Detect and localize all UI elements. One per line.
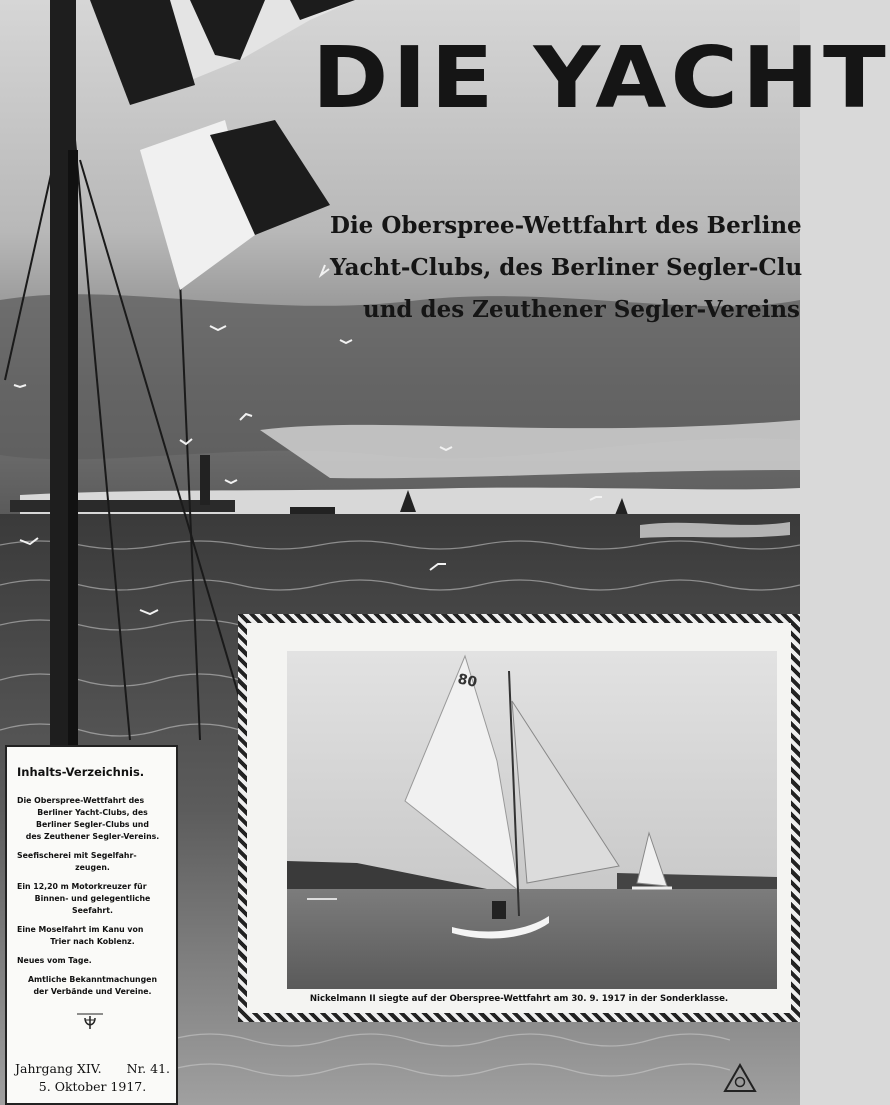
toc-item[interactable] [17,881,168,917]
toc-heading: Inhalts-Verzeichnis. [17,765,145,779]
volume-number: Jahrgang XIV. [15,1061,102,1076]
headline-line: Die Oberspree-Wettfahrt des Berline [330,212,802,239]
issue-info [15,1060,170,1096]
sail-number: 80 [456,671,479,691]
toc-item-line: der Verbände und Vereine. [33,987,152,996]
lake-water [287,889,777,989]
steamer [290,507,335,514]
toc-item-line: Berliner Segler-Clubs und [36,820,149,829]
photo-mat [247,623,791,1013]
crew [492,901,506,919]
toc-item[interactable] [17,850,168,874]
toc-item[interactable] [17,955,168,967]
headline-line: und des Zeuthener Segler-Vereins [362,296,800,323]
toc-item[interactable] [17,924,168,948]
toc-item-line: Berliner Yacht-Clubs, des [37,808,148,817]
photo-caption: Nickelmann II siegte auf der Oberspree-Wettfahrt am 30. 9. 1917 in der Sonderklasse. [309,994,729,1004]
bright-cloud-band [260,420,800,478]
magazine-title: DIE YACHT [312,28,890,128]
regatta-photo-image [287,651,777,989]
cover-headline [330,205,803,331]
toc-item-line: Die Oberspree-Wettfahrt des [17,796,145,805]
club-emblem-icon [77,1012,103,1032]
wave-crest [640,522,790,538]
publisher-triangle-icon [722,1062,758,1094]
toc-item-line: des Zeuthener Segler-Vereins. [25,832,160,841]
toc-item[interactable] [17,795,168,843]
headline-line: Yacht-Clubs, des Berliner Segler-Clu [330,254,803,281]
toc-item-line: Seefischerei mit Segelfahr- [17,851,137,860]
toc-item-line: zeugen. [75,863,110,872]
toc-item-line: Binnen- und gelegentliche [34,894,151,903]
toc-item-line: Ein 12,20 m Motorkreuzer für [17,882,147,891]
lighthouse [200,455,210,505]
issue-date: 5. Oktober 1917. [38,1079,147,1094]
photo-frame [238,614,800,1022]
issue-number: Nr. 41. [126,1061,170,1076]
toc-item[interactable] [17,974,168,998]
mast-shadow [68,150,78,745]
toc-item-line: Amtliche Bekanntmachungen [28,975,157,984]
toc-item-line: Seefahrt. [72,906,113,915]
toc-item-line: Neues vom Tage. [17,956,92,965]
table-of-contents [5,745,178,1105]
regatta-photo [287,651,777,989]
toc-item-line: Trier nach Koblenz. [50,937,135,946]
toc-item-line: Eine Moselfahrt im Kanu von [17,925,144,934]
